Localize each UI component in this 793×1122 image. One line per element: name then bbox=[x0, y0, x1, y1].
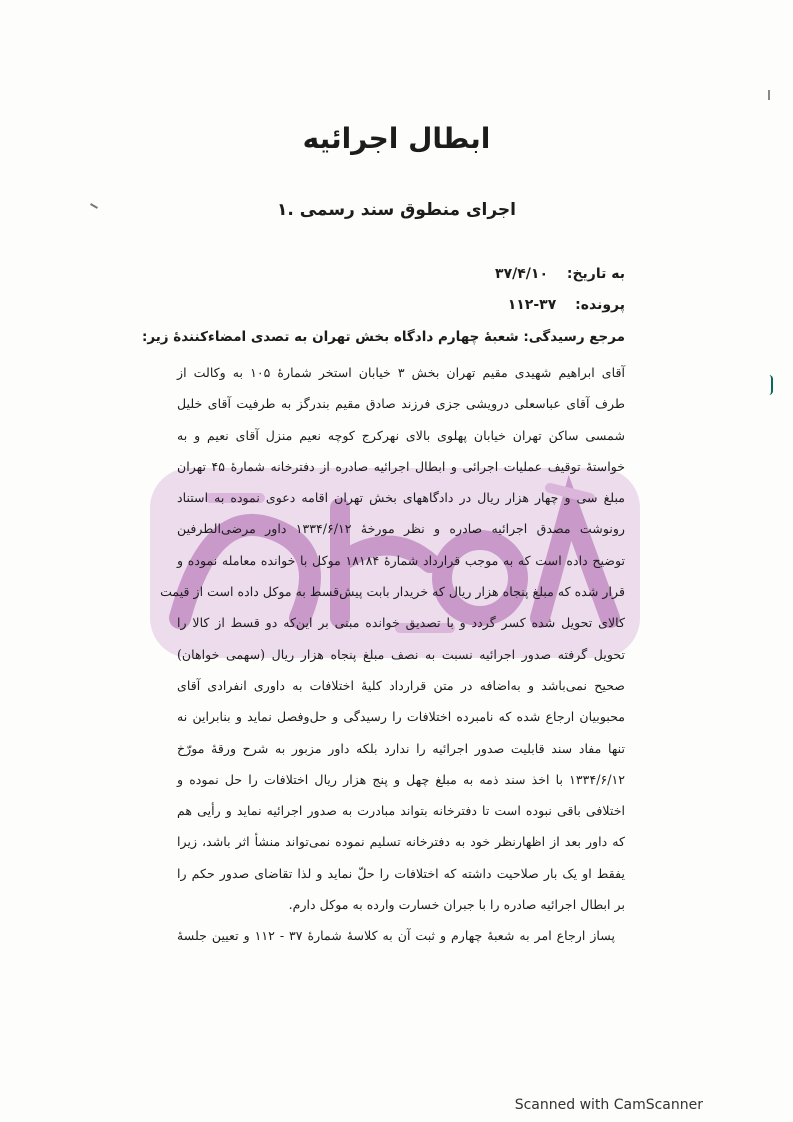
section-heading: ۱. اجرای منطوق سند رسمی bbox=[276, 200, 517, 220]
file-value: ۳۷-۱۱۲ bbox=[507, 297, 557, 313]
page-edge-mark bbox=[767, 375, 773, 395]
body-line: محبوبیان ارجاع شده که نامبرده اختلافات را رسیدگی و حل‌وفصل نماید و بنابراین نه bbox=[177, 709, 625, 725]
file-row bbox=[508, 297, 625, 313]
body-line: رونوشت مصدق اجرائیه صادره و نظر مورخهٔ ۱۳۳۴/۶/۱۲ داور مرضی‌الطرفین bbox=[177, 521, 625, 537]
body-line: توضیح داده است که به موجب قرارداد شمارهٔ ۱۸۱۸۴ موکل با خوانده معامله نموده و bbox=[177, 552, 625, 568]
body-line: قرار شده که مبلغ پنجاه هزار ریال که خریدار بابت پیش‌قسط به موکل داده است از قیمت bbox=[160, 584, 625, 600]
body-line: که داور بعد از اظهارنظر خود به دفترخانه تسلیم نموده نمی‌تواند منشأ اثر باشد، زیرا bbox=[177, 834, 625, 850]
file-label: پرونده: bbox=[575, 297, 625, 313]
date-label: به تاریخ: bbox=[566, 266, 625, 282]
body-line: تنها مفاد سند قابلیت صدور اجرائیه را ندارد بلکه داور مزبور به شرح ورقهٔ مورّخ bbox=[177, 740, 625, 756]
body-line: کالای تحویل شده کسر گردد و با تصدیق خوانده مبنی بر این‌که دو قسط از کالا را bbox=[177, 615, 625, 631]
body-line: پساز ارجاع امر به شعبهٔ چهارم و ثبت آن به کلاسهٔ شمارهٔ ۳۷ - ۱۱۲ و تعیین جلسهٔ bbox=[177, 928, 615, 944]
body-line: اختلافی باقی نبوده است تا دفترخانه بتواند مبادرت به صدور اجرائیه نماید و رأیی هم bbox=[177, 803, 625, 819]
page-title: ابطال اجرائیه bbox=[302, 122, 491, 155]
body-line: خواستهٔ توقیف عملیات اجرائی و ابطال اجرائیه صادره از دفترخانه شمارهٔ ۴۵ تهران bbox=[177, 458, 626, 474]
body-line: مبلغ سی و چهار هزار ریال در دادگاههای بخش تهران اقامه دعوی نموده به استناد bbox=[177, 490, 625, 506]
body-line: شمسی ساکن تهران خیابان پهلوی بالای نهرکرج کوچه نعیم منزل آقای نعیم و به bbox=[177, 427, 625, 443]
scan-mark bbox=[768, 90, 770, 100]
body-line: ۱۳۳۴/۶/۱۲ با اخذ سند ذمه به مبلغ چهل و پنج هزار ریال اختلافات را حل نموده و bbox=[177, 771, 625, 787]
body-line: طرف آقای عباسعلی درویشی جزی فرزند صادق مقیم بندرگز به طرفیت آقای خلیل bbox=[177, 396, 625, 412]
body-line: تحویل گرفته صدور اجرائیه نسبت به نصف مبلغ پنجاه هزار ریال (سهمی خواهان) bbox=[177, 646, 625, 662]
body-line: یفقط او یک بار صلاحیت داشته که اختلافات را حلّ نماید و لذا تقاضای صدور حکم را bbox=[177, 865, 625, 881]
body-line: صحیح نمی‌باشد و به‌اضافه در متن قرارداد کلیهٔ اختلافات به داوری انفرادی آقای bbox=[177, 677, 625, 693]
scanner-footer: Scanned with CamScanner bbox=[514, 1097, 703, 1113]
date-row bbox=[495, 266, 625, 282]
body-paragraph bbox=[160, 357, 626, 952]
date-value: ۳۷/۴/۱۰ bbox=[495, 266, 548, 282]
body-line: آقای ابراهیم شهیدی مقیم تهران بخش ۳ خیابان استخر شمارهٔ ۱۰۵ به وکالت از bbox=[177, 365, 625, 380]
reference-line: مرجع رسیدگی: شعبهٔ چهارم دادگاه بخش تهران به تصدی امضاءکنندهٔ زیر: bbox=[141, 329, 625, 345]
body-line: بر ابطال اجرائیه صادره را با جبران خسارت وارده به موکل دارم. bbox=[288, 897, 625, 913]
